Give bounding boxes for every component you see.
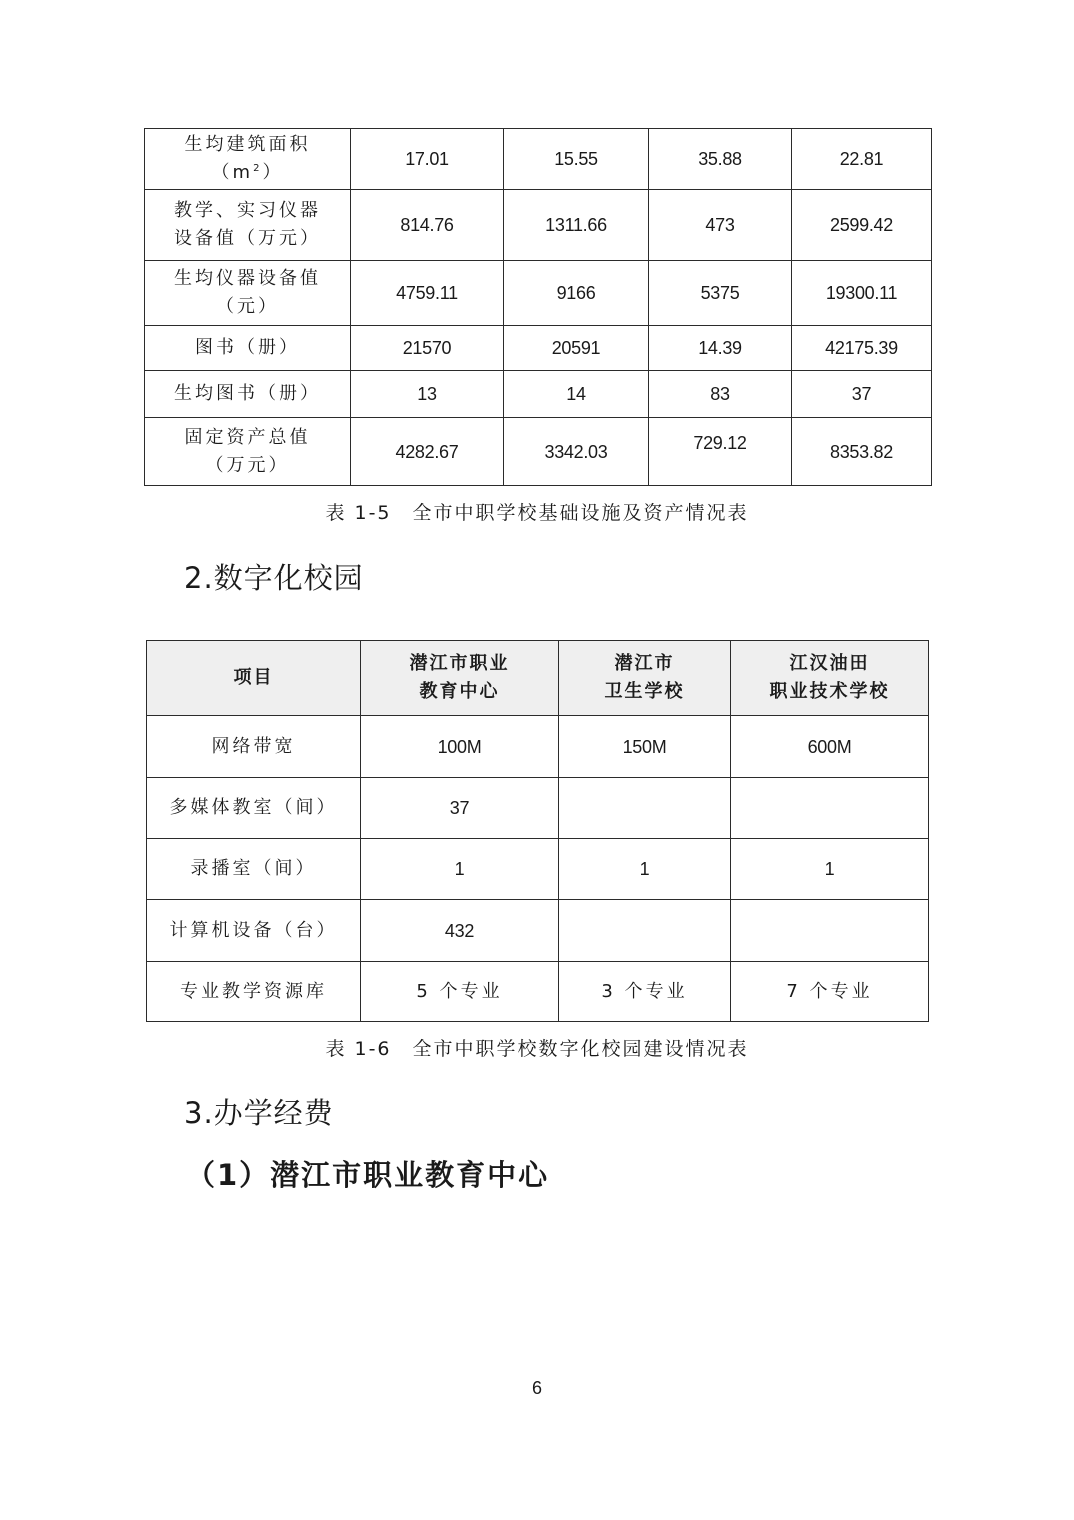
row-label: 生均建筑面积$(m^2)$: [145, 129, 351, 190]
table-cell: 13: [351, 371, 504, 418]
table-row: [147, 716, 929, 778]
table-row: [147, 900, 929, 962]
table-cell: [649, 418, 792, 486]
row-label: 录播室（间）: [147, 839, 361, 900]
column-header-line: 教育中心: [419, 681, 500, 702]
table-cell: 5375: [649, 261, 792, 326]
table-cell: 1: [731, 839, 929, 900]
table-cell: 35.88: [649, 129, 792, 190]
column-header: [731, 641, 929, 716]
table-cell: 432: [361, 900, 559, 962]
table-cell: [731, 778, 929, 839]
row-label-line: （元）: [216, 296, 279, 317]
column-header-line: 江汉油田: [789, 653, 870, 674]
table-cell: 4282.67: [351, 418, 504, 486]
table-row: [145, 129, 932, 190]
section-heading: 2.数字化校园: [184, 561, 364, 595]
row-label: 专业教学资源库: [147, 962, 361, 1022]
table-cell: [559, 900, 731, 962]
table-cell: 3342.03: [504, 418, 649, 486]
table-caption: 表 1-6 全市中职学校数字化校园建设情况表: [325, 1038, 749, 1060]
row-label-line: 固定资产总值: [184, 426, 311, 448]
table-cell: 37: [792, 371, 932, 418]
row-label: [145, 190, 351, 261]
table-cell: 19300.11: [792, 261, 932, 326]
table-cell: 17.01: [351, 129, 504, 190]
column-header: [559, 641, 731, 716]
table-row: [145, 326, 932, 371]
table-header-row: [147, 641, 929, 716]
row-label: [145, 261, 351, 326]
column-header-line: 职业技术学校: [769, 681, 890, 702]
row-label: [145, 418, 351, 486]
table-cell: [731, 900, 929, 962]
column-header-line: 潜江市职业: [409, 653, 510, 674]
column-header-line: 卫生学校: [604, 681, 685, 702]
table-row: [145, 418, 932, 486]
row-label-line: 设备值（万元）: [174, 228, 321, 249]
row-label: 多媒体教室（间）: [147, 778, 361, 839]
column-header: [361, 641, 559, 716]
table-cell: [559, 778, 731, 839]
table-caption: 表 1-5 全市中职学校基础设施及资产情况表: [325, 502, 749, 524]
section-heading: 3.办学经费: [184, 1096, 334, 1130]
table-cell: 473: [649, 190, 792, 261]
row-label: 图书（册）: [145, 326, 351, 371]
table-cell: 9166: [504, 261, 649, 326]
table-cell: 1311.66: [504, 190, 649, 261]
table-row: [145, 371, 932, 418]
table-cell-value: 729.12: [693, 432, 747, 453]
page-number: 6: [531, 1378, 542, 1398]
row-label-line: 教学、实习仪器: [174, 200, 321, 221]
table-row: [147, 839, 929, 900]
table-cell: 814.76: [351, 190, 504, 261]
table-cell: 600M: [731, 716, 929, 778]
table-row: [147, 962, 929, 1022]
table-cell: 100M: [361, 716, 559, 778]
row-label-line: 生均仪器设备值: [174, 268, 321, 289]
table-cell: 37: [361, 778, 559, 839]
infrastructure-assets-table: [144, 128, 932, 486]
table-cell: 14: [504, 371, 649, 418]
table-cell: 4759.11: [351, 261, 504, 326]
table-cell: 150M: [559, 716, 731, 778]
subsection-heading: （1）潜江市职业教育中心: [186, 1158, 550, 1192]
table-cell: 42175.39: [792, 326, 932, 371]
table-cell: 21570: [351, 326, 504, 371]
table-cell: 5 个专业: [361, 962, 559, 1022]
row-label: 计算机设备（台）: [147, 900, 361, 962]
table-cell: 1: [559, 839, 731, 900]
table-cell: 8353.82: [792, 418, 932, 486]
table-cell: 1: [361, 839, 559, 900]
column-header: [147, 641, 361, 716]
table-cell: 14.39: [649, 326, 792, 371]
table-cell: 83: [649, 371, 792, 418]
table-cell: 15.55: [504, 129, 649, 190]
row-label-line: （万元）: [205, 454, 290, 476]
table-row: [147, 778, 929, 839]
table-row: [145, 190, 932, 261]
digital-campus-table: [146, 640, 929, 1022]
column-header-line: 项目: [233, 667, 274, 688]
row-label: 生均图书（册）: [145, 371, 351, 418]
table-cell: 3 个专业: [559, 962, 731, 1022]
column-header-line: 潜江市: [614, 653, 675, 674]
table-cell: 7 个专业: [731, 962, 929, 1022]
table-cell: 2599.42: [792, 190, 932, 261]
table-cell: 22.81: [792, 129, 932, 190]
row-label: 网络带宽: [147, 716, 361, 778]
table-row: [145, 261, 932, 326]
table-cell: 20591: [504, 326, 649, 371]
